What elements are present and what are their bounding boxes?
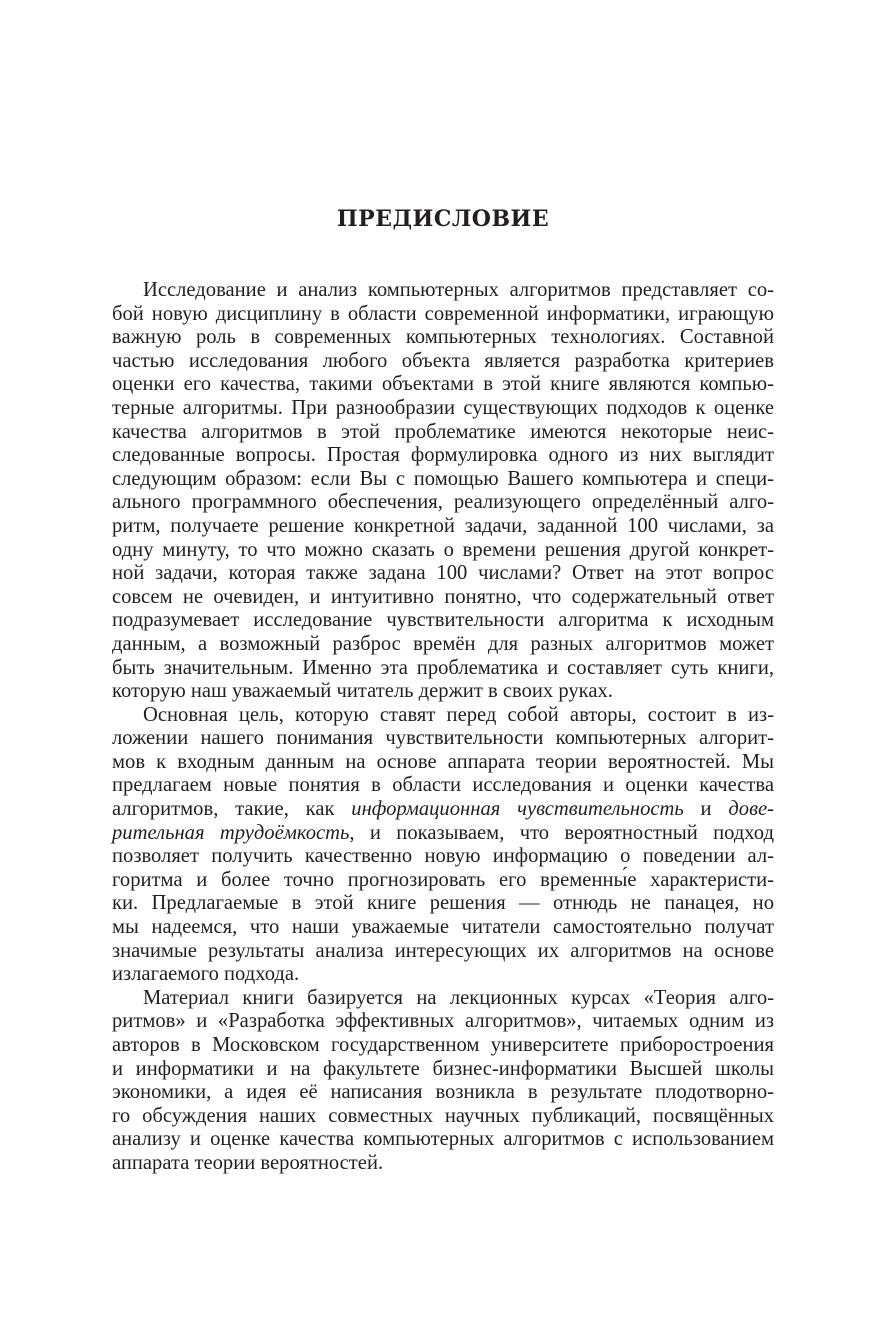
text-line: быть значительным. Именно эта проблематика и составляет суть книги,	[112, 656, 774, 679]
text-fragment: и	[683, 798, 729, 821]
text-line: оценки его качества, такими объектами в этой книге являются компью-	[112, 373, 774, 396]
term-confidence-complexity-end: рительная трудоёмкость	[112, 821, 350, 844]
text-line: которую наш уважаемый читатель держит в своих руках.	[112, 680, 613, 703]
text-line: терные алгоритмы. При разнообразии существующих подходов к оценке	[112, 396, 774, 419]
term-information-sensitivity: информационная чувствительность	[351, 798, 684, 821]
text-line: частью исследования любого объекта является разработка критериев	[112, 349, 774, 372]
text-line: позволяет получить качественно новую информацию о поведении ал-	[112, 845, 774, 868]
text-fragment: алгоритмов, такие, как	[112, 798, 352, 821]
text-line: горитма и более точно прогнозировать его временны́е характеристи-	[112, 868, 774, 891]
text-line: качества алгоритмов в этой проблематике имеются некоторые неис-	[112, 420, 774, 443]
text-line: подразумевает исследование чувствительности алгоритма к исходным	[112, 609, 774, 632]
text-fragment: , и показываем, что вероятностный подход	[349, 821, 774, 844]
text-line: и информатики и на факультете бизнес-информатики Высшей школы	[112, 1057, 774, 1080]
text-line: Материал книги базируется на лекционных курсах «Теория алго-	[143, 986, 774, 1009]
preface-body	[112, 279, 774, 1176]
text-line: Основная цель, которую ставят перед собой авторы, состоит в из-	[143, 703, 774, 726]
text-line: излагаемого подхода.	[112, 963, 300, 986]
text-line: бой новую дисциплину в области современной информатики, играющую	[112, 302, 774, 325]
text-line-with-terms	[112, 822, 774, 846]
text-line: ной задачи, которая также задана 100 числами? Ответ на этот вопрос	[112, 562, 774, 585]
text-line: ального программного обеспечения, реализующего определённый алго-	[112, 491, 774, 514]
text-line: важную роль в современных компьютерных технологиях. Составной	[112, 326, 774, 349]
text-line: анализу и оценке качества компьютерных алгоритмов с использованием	[112, 1128, 774, 1151]
text-line: ки. Предлагаемые в этой книге решения — отнюдь не панацея, но	[112, 892, 774, 915]
page-title: ПРЕДИСЛОВИЕ	[336, 206, 550, 232]
text-line: совсем не очевиден, и интуитивно понятно, что содержательный ответ	[112, 585, 774, 608]
text-line-with-terms	[112, 798, 774, 822]
text-line: ложении нашего понимания чувствительности компьютерных алгорит-	[112, 727, 774, 750]
text-line: аппарата теории вероятностей.	[112, 1151, 384, 1174]
term-confidence-complexity-start: дове-	[728, 798, 775, 821]
text-line: мы надеемся, что наши уважаемые читатели самостоятельно получат	[112, 916, 774, 939]
text-line: следованные вопросы. Простая формулировка одного из них выглядит	[112, 444, 774, 467]
text-line: одну минуту, то что можно сказать о времени решения другой конкрет-	[112, 538, 774, 561]
paragraph-3	[112, 987, 774, 1176]
text-line: экономики, а идея её написания возникла в результате плодотворно-	[112, 1081, 774, 1104]
text-line: ритм, получаете решение конкретной задачи, заданной 100 числами, за	[112, 514, 774, 537]
text-line: следующим образом: если Вы с помощью Вашего компьютера и специ-	[112, 467, 774, 490]
text-line: Исследование и анализ компьютерных алгоритмов представляет со-	[143, 279, 774, 301]
text-line: значимые результаты анализа интересующих их алгоритмов на основе	[112, 939, 774, 962]
text-line: предлагаем новые понятия в области исследования и оценки качества	[112, 774, 774, 797]
text-line: мов к входным данным на основе аппарата теории вероятностей. Мы	[112, 750, 774, 773]
text-line: го обсуждения наших совместных научных публикаций, посвящённых	[112, 1104, 774, 1127]
text-line: авторов в Московском государственном университете приборостроения	[112, 1034, 774, 1056]
paragraph-1	[112, 279, 774, 704]
text-line: ритмов» и «Разработка эффективных алгоритмов», читаемых одним из	[112, 1010, 774, 1033]
paragraph-2	[112, 704, 774, 987]
text-line: данным, а возможный разброс времён для разных алгоритмов может	[112, 632, 774, 655]
